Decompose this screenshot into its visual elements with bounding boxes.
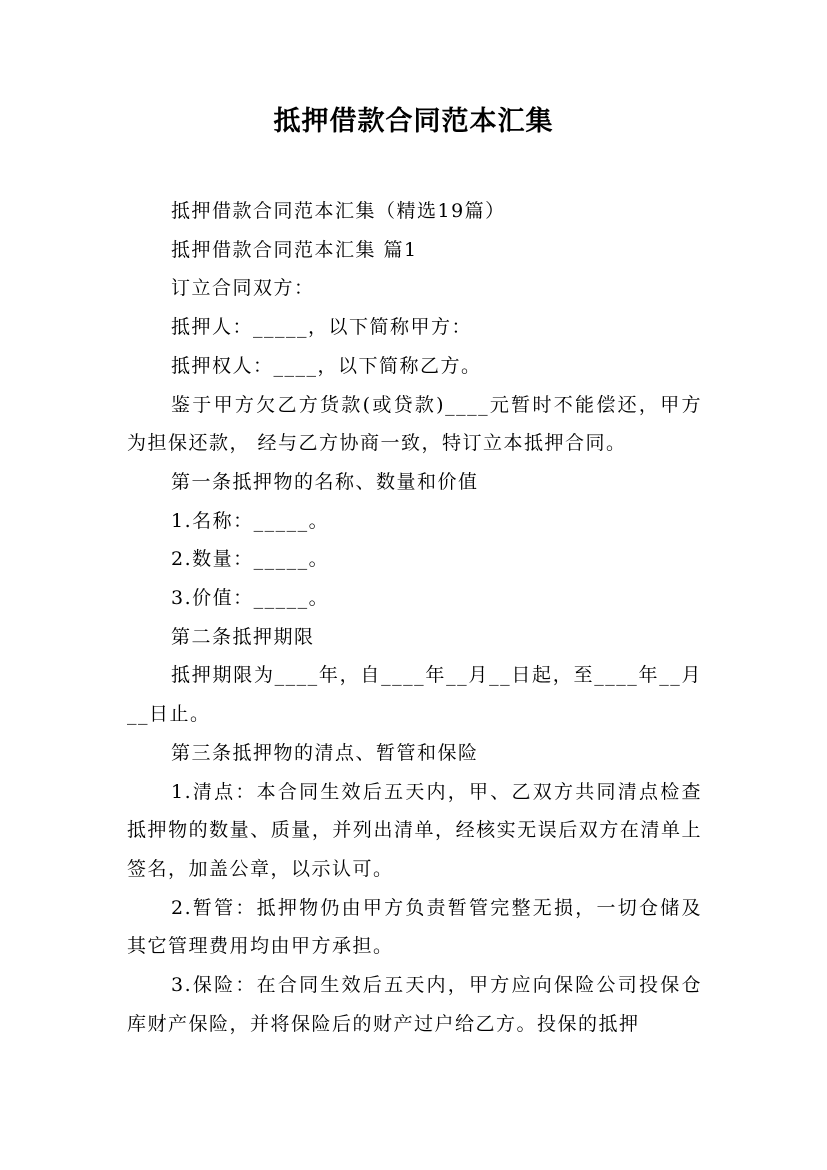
- intro-paragraph: 抵押借款合同范本汇集（精选19篇）: [171, 200, 506, 222]
- parties-label: 订立合同双方：: [171, 277, 315, 300]
- article-1-item-value: 3.价值：_____。: [171, 587, 330, 610]
- article-2-paragraph: 抵押期限为____年，自____年__月__日起，至____年__月 __日止。: [127, 664, 702, 726]
- document-title: 抵押借款合同范本汇集: [273, 106, 554, 137]
- article-3-heading: 第三条抵押物的清点、暂管和保险: [171, 741, 479, 764]
- article-3-item-inventory: 1.清点：本合同生效后五天内，甲、乙双方共同清点检查抵押物的数量、质量，并列出清单，经核实无误后双方在清单上签名，加盖公章，以示认可。: [127, 780, 702, 880]
- article-1-item-name: 1.名称：_____。: [171, 509, 330, 532]
- mortgagee-line: 抵押权人：____，以下简称乙方。: [171, 354, 482, 377]
- article-1-item-quantity: 2.数量：_____。: [171, 548, 330, 571]
- article-3-item-custody: 2.暂管：抵押物仍由甲方负责暂管完整无损，一切仓储及其它管理费用均由甲方承担。: [127, 896, 702, 958]
- mortgagor-line: 抵押人：_____，以下简称甲方：: [171, 316, 473, 339]
- article-3-item-insurance: 3.保险：在合同生效后五天内，甲方应向保险公司投保仓库财产保险，并将保险后的财产过户给乙方。投保的抵押: [127, 974, 702, 1035]
- article-2-heading: 第二条抵押期限: [171, 625, 315, 648]
- preamble-paragraph: 鉴于甲方欠乙方货款(或贷款)____元暂时不能偿还，甲方为担保还款， 经与乙方协商一致，特订立本抵押合同。: [127, 393, 702, 455]
- section-heading: 抵押借款合同范本汇集 篇1: [171, 238, 418, 261]
- article-1-heading: 第一条抵押物的名称、数量和价值: [171, 470, 479, 493]
- document-body: [127, 192, 702, 1043]
